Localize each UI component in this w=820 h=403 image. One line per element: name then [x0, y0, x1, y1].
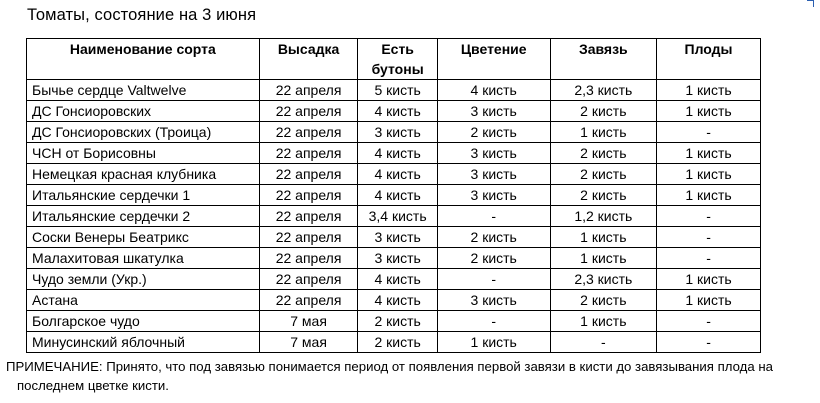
table-row: [27, 185, 761, 206]
table-row: [27, 164, 761, 185]
table-row: [27, 80, 761, 101]
variety-cell: Минусинский яблочный: [27, 332, 260, 353]
table-row: [27, 122, 761, 143]
flowering-cell: 3 кисть: [437, 185, 550, 206]
planting-cell: 22 апреля: [259, 185, 358, 206]
flowering-cell: -: [437, 311, 550, 332]
flowering-cell: 2 кисть: [437, 248, 550, 269]
fruit-set-cell: -: [550, 332, 656, 353]
variety-cell: ЧСН от Борисовны: [27, 143, 260, 164]
fruit-set-cell: 1 кисть: [550, 122, 656, 143]
variety-cell: ДС Гонсиоровских (Троица): [27, 122, 260, 143]
buds-cell: 4 кисть: [358, 101, 437, 122]
fruits-cell: 1 кисть: [657, 101, 761, 122]
header-variety-name: Наименование сорта: [27, 39, 260, 80]
variety-cell: Болгарское чудо: [27, 311, 260, 332]
fruit-set-cell: 2 кисть: [550, 290, 656, 311]
header-flowering: Цветение: [437, 39, 550, 80]
flowering-cell: 3 кисть: [437, 290, 550, 311]
fruits-cell: 1 кисть: [657, 80, 761, 101]
planting-cell: 22 апреля: [259, 122, 358, 143]
variety-cell: ДС Гонсиоровских: [27, 101, 260, 122]
fruit-set-cell: 1,2 кисть: [550, 206, 656, 227]
buds-cell: 4 кисть: [358, 269, 437, 290]
footnote-line-2: последнем цветке кисти.: [17, 378, 169, 393]
fruit-set-cell: 2 кисть: [550, 164, 656, 185]
table-row: [27, 206, 761, 227]
fruits-cell: -: [657, 227, 761, 248]
table-row: [27, 248, 761, 269]
planting-cell: 7 мая: [259, 311, 358, 332]
table-row: [27, 332, 761, 353]
buds-cell: 4 кисть: [358, 185, 437, 206]
planting-cell: 22 апреля: [259, 269, 358, 290]
buds-cell: 4 кисть: [358, 164, 437, 185]
buds-cell: 4 кисть: [358, 143, 437, 164]
variety-cell: Итальянские сердечки 1: [27, 185, 260, 206]
flowering-cell: 3 кисть: [437, 143, 550, 164]
planting-cell: 22 апреля: [259, 227, 358, 248]
planting-cell: 22 апреля: [259, 206, 358, 227]
footnote-line-1: ПРИМЕЧАНИЕ: Принято, что под завязью понимается период от появления первой завязи в кисти до завязывания плода на: [6, 359, 773, 374]
flowering-cell: -: [437, 269, 550, 290]
flowering-cell: 4 кисть: [437, 80, 550, 101]
table-row: [27, 143, 761, 164]
flowering-cell: -: [437, 206, 550, 227]
table-row: [27, 269, 761, 290]
variety-cell: Итальянские сердечки 2: [27, 206, 260, 227]
variety-cell: Малахитовая шкатулка: [27, 248, 260, 269]
fruit-set-cell: 2,3 кисть: [550, 269, 656, 290]
table-row: [27, 311, 761, 332]
fruits-cell: 1 кисть: [657, 164, 761, 185]
fruits-cell: 1 кисть: [657, 143, 761, 164]
buds-cell: 3 кисть: [358, 227, 437, 248]
page-title: Томаты, состояние на 3 июня: [27, 6, 257, 24]
flowering-cell: 3 кисть: [437, 101, 550, 122]
buds-cell: 4 кисть: [358, 290, 437, 311]
planting-cell: 22 апреля: [259, 290, 358, 311]
flowering-cell: 2 кисть: [437, 122, 550, 143]
flowering-cell: 3 кисть: [437, 164, 550, 185]
variety-cell: Соски Венеры Беатрикс: [27, 227, 260, 248]
tomato-status-table: [26, 38, 761, 353]
fruit-set-cell: 2 кисть: [550, 101, 656, 122]
flowering-cell: 1 кисть: [437, 332, 550, 353]
header-planting: Высадка: [259, 39, 358, 80]
fruits-cell: -: [657, 332, 761, 353]
planting-cell: 22 апреля: [259, 143, 358, 164]
buds-cell: 2 кисть: [358, 332, 437, 353]
planting-cell: 7 мая: [259, 332, 358, 353]
planting-cell: 22 апреля: [259, 248, 358, 269]
table-row: [27, 227, 761, 248]
fruit-set-cell: 2 кисть: [550, 185, 656, 206]
fruits-cell: 1 кисть: [657, 269, 761, 290]
fruits-cell: -: [657, 206, 761, 227]
table-header-row: [27, 39, 761, 80]
table-row: [27, 290, 761, 311]
variety-cell: Чудо земли (Укр.): [27, 269, 260, 290]
fruits-cell: -: [657, 122, 761, 143]
footnote: [6, 357, 818, 395]
fruit-set-cell: 1 кисть: [550, 227, 656, 248]
buds-cell: 2 кисть: [358, 311, 437, 332]
buds-cell: 5 кисть: [358, 80, 437, 101]
fruit-set-cell: 1 кисть: [550, 311, 656, 332]
table-row: [27, 101, 761, 122]
variety-cell: Астана: [27, 290, 260, 311]
variety-cell: Немецкая красная клубника: [27, 164, 260, 185]
fruit-set-cell: 2,3 кисть: [550, 80, 656, 101]
corner-marker: [807, 0, 814, 7]
buds-cell: 3,4 кисть: [358, 206, 437, 227]
planting-cell: 22 апреля: [259, 80, 358, 101]
fruit-set-cell: 1 кисть: [550, 248, 656, 269]
buds-cell: 3 кисть: [358, 248, 437, 269]
flowering-cell: 2 кисть: [437, 227, 550, 248]
fruits-cell: -: [657, 311, 761, 332]
header-buds: Есть бутоны: [358, 39, 437, 80]
fruit-set-cell: 2 кисть: [550, 143, 656, 164]
header-fruit-set: Завязь: [550, 39, 656, 80]
planting-cell: 22 апреля: [259, 101, 358, 122]
variety-cell: Бычье сердце Valtwelve: [27, 80, 260, 101]
buds-cell: 3 кисть: [358, 122, 437, 143]
header-fruits: Плоды: [657, 39, 761, 80]
fruits-cell: 1 кисть: [657, 290, 761, 311]
fruits-cell: 1 кисть: [657, 185, 761, 206]
planting-cell: 22 апреля: [259, 164, 358, 185]
fruits-cell: -: [657, 248, 761, 269]
